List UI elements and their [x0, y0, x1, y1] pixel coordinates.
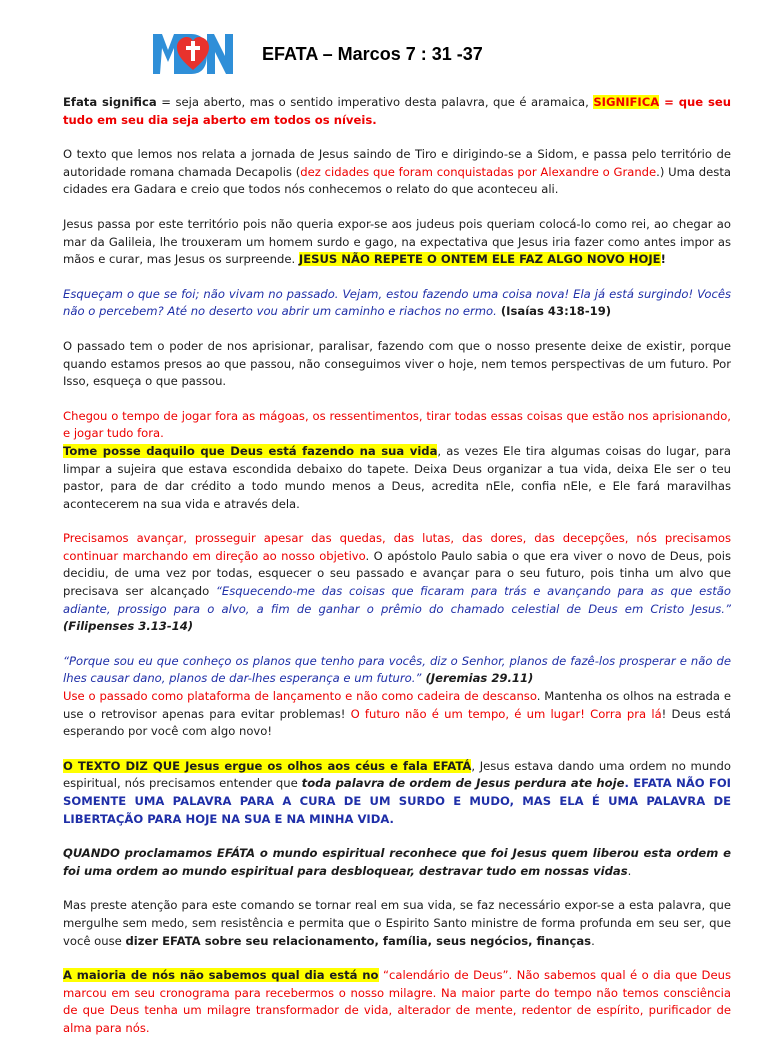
paragraph: [63, 408, 731, 443]
text-segment: dizer EFATA sobre seu relacionamento, família, seus negócios, finanças: [125, 933, 592, 948]
paragraph: [63, 338, 731, 391]
paragraph: [63, 286, 731, 321]
text-segment: , as vezes Ele tira algumas coisas do lugar, para limpar a sujeira que estava escondida debaixo do tapete. Deixa Deus organizar a tua vida, deixa Ele ser o teu pastor, para de dar crédito a todo mundo menos a Deus, acredita nEle, confia nEle, e Ele fará maravilhas acontecerem na sua vida e através dela.: [63, 443, 732, 511]
highlighted-text: JESUS NÃO REPETE O ONTEM ELE FAZ ALGO NOVO HOJE: [298, 252, 661, 267]
text-segment: .: [627, 863, 632, 878]
paragraph: [63, 443, 731, 513]
text-segment: .: [591, 933, 595, 948]
emphasis-text: O futuro não é um tempo, é um lugar! Corra pra lá: [350, 706, 662, 721]
mdn-logo: [151, 30, 235, 76]
text-segment: !: [660, 252, 666, 267]
highlighted-text: A maioria de nós não sabemos qual dia está no: [63, 968, 379, 983]
text-segment: Efata significa: [63, 95, 157, 109]
paragraph: [63, 653, 731, 741]
emphasis-text: que seu tudo em seu dia seja aberto em todos os níveis.: [63, 95, 731, 127]
page-title: EFATA – Marcos 7 : 31 -37: [262, 44, 483, 64]
paragraph: [63, 94, 731, 129]
text-segment: . O apóstolo Paulo sabia o que era viver o novo de Deus, pois decidiu, de uma vez por todas, esquecer o seu passado e avançar para o seu futuro, pois tinha um alvo que precisava ser alcançado: [63, 548, 731, 599]
text-segment: toda palavra de ordem de Jesus perdura ate hoje: [301, 776, 625, 791]
emphasis-text: Use o passado como plataforma de lançamento e não como cadeira de descanso: [63, 689, 537, 704]
text-segment: . Mantenha os olhos na estrada e use o retrovisor apenas para evitar problemas!: [63, 689, 731, 721]
emphasis-text: Precisamos avançar, prosseguir apesar das quedas, das lutas, das dores, das decepções, nós precisamos continuar marchando em direção ao nosso objetivo: [63, 531, 731, 563]
scripture-quote: EFATA NÃO FOI SOMENTE UMA PALAVRA PARA A CURA DE UM SURDO E MUDO, MAS ELA É UMA PALAVRA DE LIBERTAÇÃO PARA HOJE NA SUA E NA MINHA VIDA.: [63, 776, 731, 826]
highlighted-text: Tome posse daquilo que Deus está fazendo na sua vida: [63, 443, 438, 458]
scripture-quote: Esqueçam o que se foi; não vivam no passado. Vejam, estou fazendo uma coisa nova! Ela já está surgindo! Vocês não o percebem? Até no deserto vou abrir um caminho e riachos no ermo.: [63, 286, 731, 319]
scripture-quote: .: [624, 776, 634, 791]
paragraph: [63, 967, 731, 1037]
paragraph: [63, 845, 731, 880]
text-segment: Jesus passa por este território pois não queria expor-se aos judeus pois queriam colocá-lo como rei, ao chegar ao mar da Galileia, lhe trouxeram um homem surdo e gago, na expectativa que Jesus iria fazer como antes impor as mãos e curar, mas Jesus os surpreende.: [63, 216, 731, 267]
emphasis-text: dez cidades que foram conquistadas por Alexandre o Grande: [300, 164, 657, 179]
text-segment: O texto que lemos nos relata a jornada de Jesus saindo de Tiro e dirigindo-se a Sidom, e passa pelo território de autoridade romana chamada Decapolis (: [63, 147, 731, 179]
emphasis-text: “calendário de Deus”. Não sabemos qual é o dia que Deus marcou em seu cronograma para recebermos o nosso milagre. Na maior parte do tempo não temos consciência de que Deus tenha um milagre transformador de vida, alterador de mente, redentor de espírito, purificador de alma para nós.: [63, 968, 731, 1035]
highlighted-text: O TEXTO DIZ QUE Jesus ergue os olhos aos céus e fala EFATÁ: [63, 758, 472, 773]
text-segment: ! Deus está esperando por você com algo novo!: [63, 706, 731, 739]
document-body: [63, 94, 731, 1055]
paragraph: [63, 758, 731, 828]
highlighted-text: SIGNIFICA: [593, 95, 660, 109]
paragraph: [63, 216, 731, 269]
scripture-quote: “Porque sou eu que conheço os planos que tenho para vocês, diz o Senhor, planos de fazê-los prosperar e não de lhes causar dano, planos de dar-lhes esperança e um futuro.”: [63, 653, 731, 686]
paragraph: [63, 530, 731, 636]
paragraph: [63, 146, 731, 199]
text-segment: (Jeremias 29.11): [421, 671, 534, 686]
text-segment: (Isaías 43:18-19): [496, 304, 612, 319]
text-segment: QUANDO proclamamos EFÁTA o mundo espiritual reconhece que foi Jesus quem liberou esta ordem e foi uma ordem ao mundo espiritual para desbloquear, destravar tudo em nossas vidas: [63, 846, 731, 878]
text-segment: = seja aberto, mas o sentido imperativo desta palavra, que é aramaica,: [156, 95, 594, 109]
emphasis-text: Chegou o tempo de jogar fora as mágoas, os ressentimentos, tirar todas essas coisas que estão nos aprisionando, e jogar tudo fora.: [63, 408, 731, 441]
emphasis-text: =: [659, 95, 679, 109]
text-segment: Mas preste atenção para este comando se tornar real em sua vida, se faz necessário expor-se a esta palavra, que mergulhe sem medo, sem resistência e permita que o Espirito Santo ministre de forma profunda em seu ser, que você ouse: [63, 898, 731, 948]
text-segment: .) Uma desta cidades era Gadara e creio que todos nós conhecemos o relato do que aconteceu ali.: [63, 164, 731, 197]
scripture-quote: “Esquecendo-me das coisas que ficaram para trás e avançando para as que estão adiante, prossigo para o alvo, a fim de ganhar o prêmio do chamado celestial de Deus em Cristo Jesus.”: [63, 584, 731, 616]
text-segment: , Jesus estava dando uma ordem no mundo espiritual, nós precisamos entender que: [63, 758, 731, 791]
text-segment: O passado tem o poder de nos aprisionar, paralisar, fazendo com que o nosso presente deixe de existir, porque quando estamos presos ao que passou, não conseguimos viver o hoje, nem temos perspectivas de um futuro. Por Isso, esqueça o que passou.: [63, 338, 731, 389]
text-segment: (Filipenses 3.13-14): [63, 619, 194, 634]
paragraph: [63, 897, 731, 950]
